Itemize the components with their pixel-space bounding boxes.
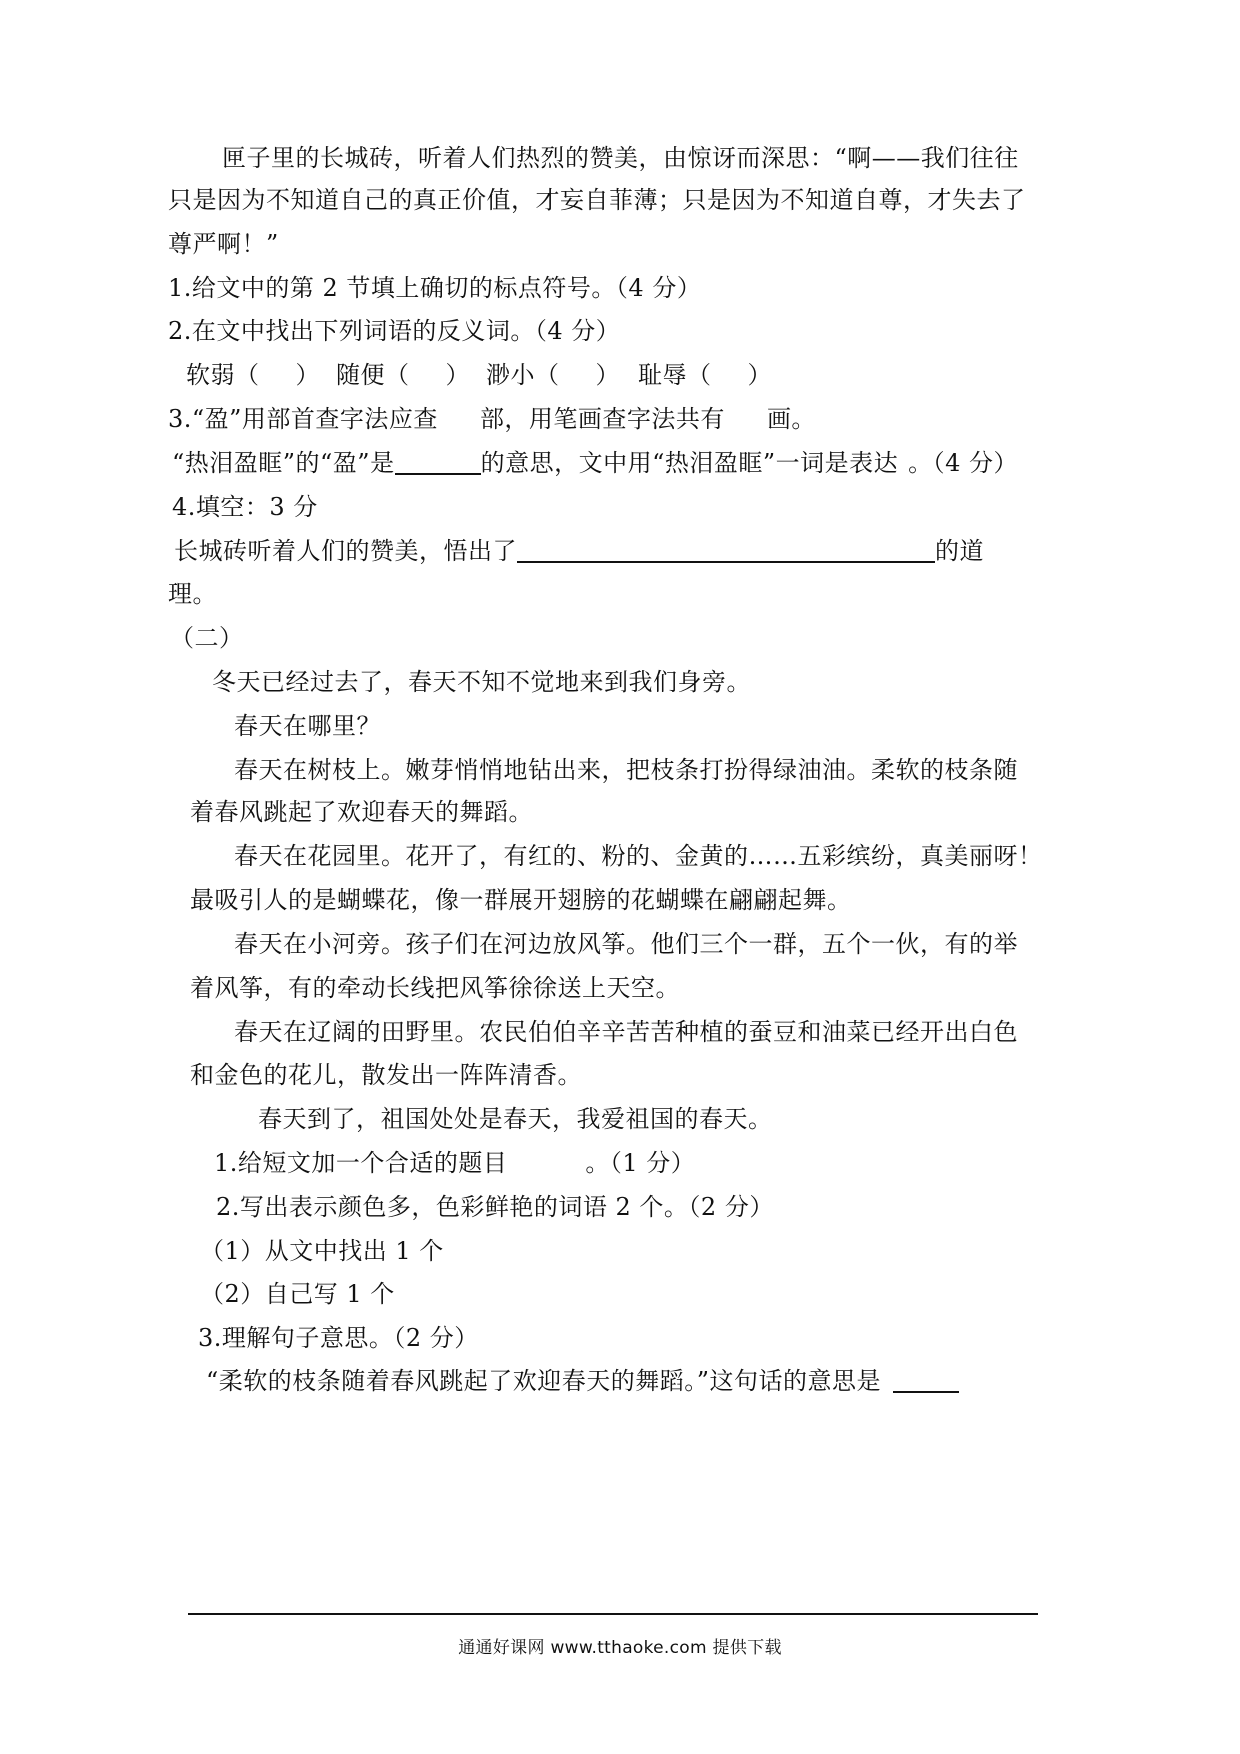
question-text: 。（1 分） (585, 1149, 696, 1177)
antonym-label: 耻辱（ (638, 361, 712, 389)
question-4-text: 的道 (935, 537, 984, 565)
antonym-item (186, 360, 320, 390)
passage2-line: 春天在哪里？ (234, 712, 381, 740)
antonym-item (638, 360, 772, 390)
answer-blank[interactable] (517, 537, 935, 563)
passage1-line: 只是因为不知道自己的真正价值，才妄自菲薄；只是因为不知道自尊，才失去了 (168, 186, 1026, 214)
question-3b (172, 448, 1018, 478)
antonym-label: 随便（ (336, 361, 410, 389)
passage1-line: 尊严啊！” (168, 230, 279, 258)
question-2-2-sub: （2）自己写 1 个 (200, 1280, 395, 1308)
antonym-close: ） (595, 361, 620, 389)
antonym-item (336, 360, 470, 390)
passage2-line: 春天在树枝上。嫩芽悄悄地钻出来，把枝条打扮得绿油油。柔软的枝条随 (234, 756, 1018, 784)
question-3b-text: 的意思，文中用“热泪盈眶”一词是表达 (480, 449, 899, 477)
question-text: “柔软的枝条随着春风跳起了欢迎春天的舞蹈。”这句话的意思是 (206, 1367, 882, 1395)
question-2: 2.在文中找出下列词语的反义词。（4 分） (168, 317, 621, 345)
antonym-close: ） (747, 361, 772, 389)
answer-blank[interactable] (893, 1367, 959, 1393)
passage2-line: 最吸引人的是蝴蝶花，像一群展开翅膀的花蝴蝶在翩翩起舞。 (190, 886, 852, 914)
question-2-2-sub: （1）从文中找出 1 个 (200, 1237, 444, 1265)
question-2-2: 2.写出表示颜色多，色彩鲜艳的词语 2 个。（2 分） (216, 1193, 774, 1221)
question-text: 1.给短文加一个合适的题目 (214, 1149, 508, 1177)
passage2-line: 春天到了，祖国处处是春天，我爱祖国的春天。 (258, 1105, 773, 1133)
passage2-line: 春天在辽阔的田野里。农民伯伯辛辛苦苦种植的蚕豆和油菜已经开出白色 (234, 1018, 1018, 1046)
passage2-line: 着风筝，有的牵动长线把风筝徐徐送上天空。 (190, 974, 680, 1002)
question-3b-text: 。（4 分） (908, 449, 1019, 477)
question-3a-text: 画。 (766, 405, 816, 433)
footer-text: 通通好课网 www.tthaoke.com 提供下载 (458, 1638, 782, 1658)
question-4-fill-cont: 理。 (168, 580, 217, 608)
question-3a (168, 404, 816, 434)
passage1-line: 匣子里的长城砖，听着人们热烈的赞美，由惊讶而深思：“啊——我们往往 (222, 144, 1019, 172)
passage2-line: 春天在花园里。花开了，有红的、粉的、金黄的……五彩缤纷，真美丽呀！ (234, 842, 1043, 870)
passage2-line: 春天在小河旁。孩子们在河边放风筝。他们三个一群，五个一伙，有的举 (234, 930, 1018, 958)
question-2-3: 3.理解句子意思。（2 分） (198, 1324, 479, 1352)
antonym-close: ） (295, 361, 320, 389)
question-1: 1.给文中的第 2 节填上确切的标点符号。（4 分） (168, 274, 702, 302)
passage2-line: 着春风跳起了欢迎春天的舞蹈。 (190, 798, 533, 826)
section-heading: （二） (170, 624, 244, 652)
footer-rule (188, 1613, 1038, 1615)
antonym-label: 软弱（ (186, 361, 260, 389)
question-4-text: 长城砖听着人们的赞美，悟出了 (174, 537, 517, 565)
question-3a-text: 部，用笔画查字法共有 (479, 405, 725, 433)
question-3b-text: “热泪盈眶”的“盈”是 (172, 449, 395, 477)
antonym-item (486, 360, 620, 390)
antonym-label: 渺小（ (486, 361, 560, 389)
question-2-1 (214, 1148, 695, 1178)
passage2-line: 冬天已经过去了，春天不知不觉地来到我们身旁。 (212, 668, 751, 696)
question-2-3-sentence (206, 1366, 959, 1396)
passage2-line: 和金色的花儿，散发出一阵阵清香。 (190, 1061, 582, 1089)
question-4: 4.填空：3 分 (172, 493, 318, 521)
answer-blank[interactable] (395, 449, 481, 475)
antonym-close: ） (445, 361, 470, 389)
question-3a-text: 3.“盈”用部首查字法应查 (168, 405, 438, 433)
question-4-fill (174, 536, 984, 566)
